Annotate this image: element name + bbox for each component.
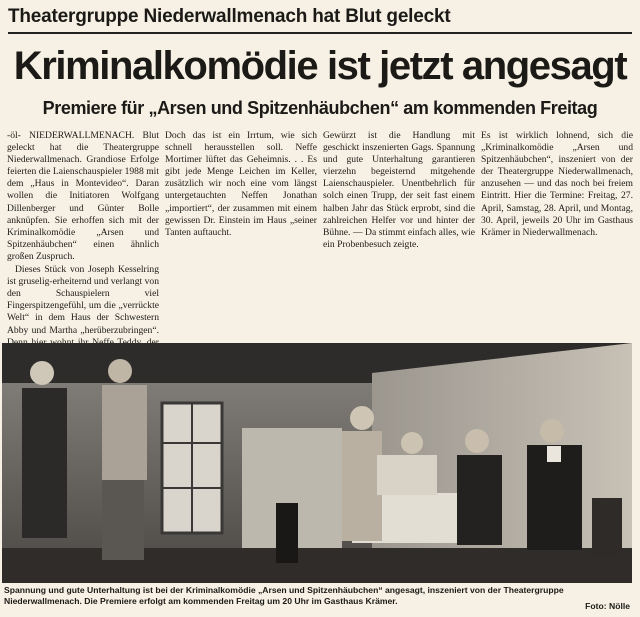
paragraph: Doch das ist ein Irrtum, wie sich schnell herausstellen soll. Neffe Mortimer lüftet das Geheimnis. . . Es gibt jede Menge Leichen im Keller, zusätzlich wir noch eine vom längst untergetauchten Neffen Jonathan „importiert“, der zusammen mit einem gewissen Dr. Einstein im Haus „seiner Tanten auftaucht. [165,130,317,238]
photo-credit: Foto: Nölle [585,601,630,611]
subheadline: Premiere für „Arsen und Spitzenhäubchen“ am kommenden Freitag [42,98,598,118]
column-1 [7,130,159,340]
kicker-divider [8,32,632,34]
column-2 [165,130,317,340]
stage-photo [2,343,632,583]
headline: Kriminalkomödie ist jetzt angesagt [13,44,627,88]
photo-caption: Spannung und gute Unterhaltung ist bei der Kriminalkomödie „Arsen und Spitzenhäubchen“ angesagt, inszeniert von der Theatergruppe Niederwallmenach. Die Premiere erfolgt am kommenden Freitag um 20 Uhr im Gasthaus Krämer. [4,585,564,606]
paragraph: Dieses Stück von Joseph Kesselring ist gruselig-erheiternd und verlangt von den Schauspielern viel Fingerspitzengefühl, um die „verrückte Welt“ in dem Haus der Schwestern Abby und Martha „herüberzubringen“. [7,264,159,336]
column-3 [323,130,475,340]
column-4 [481,130,633,340]
article-body [7,130,633,340]
paragraph: Es ist wirklich lohnend, sich die „Kriminalkomödie „Arsen und Spitzenhäubchen“, inszeniert von der der Theatergruppe Niederwallmenach, anzusehen — und das noch bei freiem Eintritt. Hier die Termine: Freitag, 27. April, Samstag, 28. April, und Montag, 30. April, jeweils 20 Uhr im Gasthaus Krämer in Niederwallmenach. [481,130,633,238]
kicker-line: Theatergruppe Niederwallmenach hat Blut geleckt [8,6,451,27]
paragraph: -öl- NIEDERWALLMENACH. Blut geleckt hat die Theatergruppe Niederwallmenach. Grandiose Erfolge feierten die Laienschauspieler 1988 mit dem „Haus in Montevideo“. Daran wollen die Initiatoren Wolfgang Dillenberger und Günter Bolle anknüpfen. Sie erhoffen sich mit der Kriminalkomödie „Arsen und Spitzenhäubchen“ einen ähnlich großen Zuspruch. [7,130,159,262]
paragraph: Gewürzt ist die Handlung mit geschickt inszenierten Gags. Spannung und gute Unterhaltung garantieren vierzehn begeisternd mitgehende Laienschauspieler. Unentbehrlich für solch einen Trupp, der seit fast einem halben Jahr das Stück erprobt, sind die zahlreichen Helfer vor und hinter der Bühne. — Da stimmt einfach alles, wie ein Probenbesuch zeigte. [323,130,475,250]
stage-scene-illustration [2,343,632,583]
